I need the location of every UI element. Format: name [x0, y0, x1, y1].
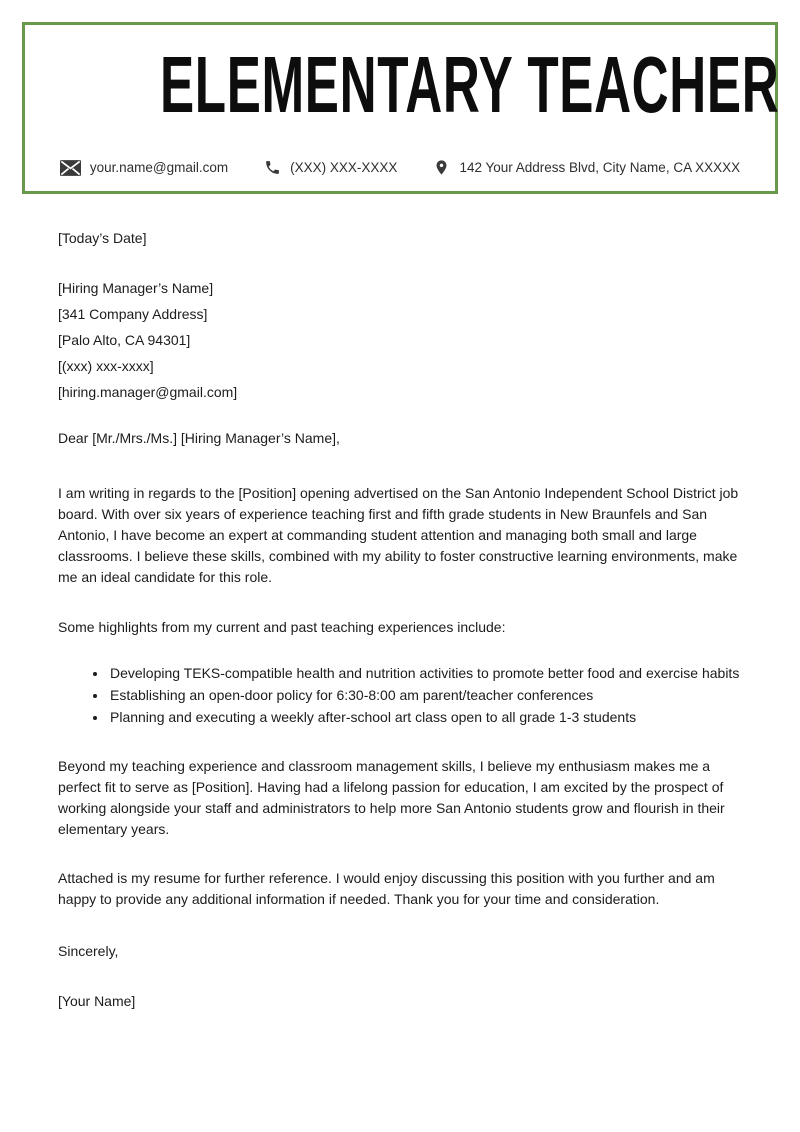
contact-info-row — [25, 158, 775, 177]
letter-body — [58, 228, 742, 1012]
header-banner — [22, 22, 778, 194]
signature-placeholder: [Your Name] — [58, 993, 136, 1009]
contact-email — [60, 160, 228, 176]
intro-paragraph: I am writing in regards to the [Position] opening advertised on the San Antonio Independent School District job board. With over six years of experience teaching first and fifth grade students in New Braunfels and San Antonio, I have become an expert at commanding student attention and managing both small and large classrooms. I believe these skills, combined with my ability to foster constructive learning environments, make me an ideal candidate for this role. — [58, 485, 739, 585]
enthusiasm-paragraph: Beyond my teaching experience and classroom management skills, I believe my enthusiasm makes me a perfect fit to serve as [Position]. Having had a lifelong passion for education, I am excited by the prospect of working alongside your staff and administrators to help more San Antonio students grow and flourish in their elementary years. — [58, 758, 725, 837]
highlights-list — [58, 663, 742, 728]
valediction: Sincerely, — [58, 943, 119, 959]
envelope-icon — [60, 160, 81, 176]
recipient-phone: [(xxx) xxx-xxxx] — [58, 358, 154, 374]
contact-address-text: 142 Your Address Blvd, City Name, CA XXXXX — [459, 160, 741, 175]
date-line: [Today’s Date] — [58, 230, 147, 246]
highlight-item: • Planning and executing a weekly after-school art class open to all grade 1-3 students — [108, 707, 742, 728]
recipient-street: [341 Company Address] — [58, 306, 208, 322]
highlight-item: • Establishing an open-door policy for 6:30-8:00 am parent/teacher conferences — [108, 685, 742, 706]
contact-phone — [264, 159, 397, 176]
phone-icon — [264, 159, 281, 176]
page-title: ELEMENTARY TEACHER — [160, 40, 780, 129]
salutation: Dear [Mr./Mrs./Ms.] [Hiring Manager’s Name], — [58, 430, 340, 446]
recipient-address-block — [58, 278, 742, 403]
highlight-item: • Developing TEKS-compatible health and nutrition activities to promote better food and exercise habits — [108, 663, 742, 684]
recipient-email: [hiring.manager@gmail.com] — [58, 384, 238, 400]
recipient-city: [Palo Alto, CA 94301] — [58, 332, 191, 348]
recipient-name: [Hiring Manager’s Name] — [58, 280, 214, 296]
closing-paragraph: Attached is my resume for further reference. I would enjoy discussing this position with you further and am happy to provide any additional information if needed. Thank you for your time and consideration. — [58, 870, 715, 907]
contact-address — [433, 158, 740, 177]
contact-phone-text: (XXX) XXX-XXXX — [290, 160, 398, 175]
location-pin-icon — [433, 158, 450, 177]
contact-email-text: your.name@gmail.com — [89, 160, 229, 175]
highlights-intro: Some highlights from my current and past teaching experiences include: — [58, 619, 506, 635]
